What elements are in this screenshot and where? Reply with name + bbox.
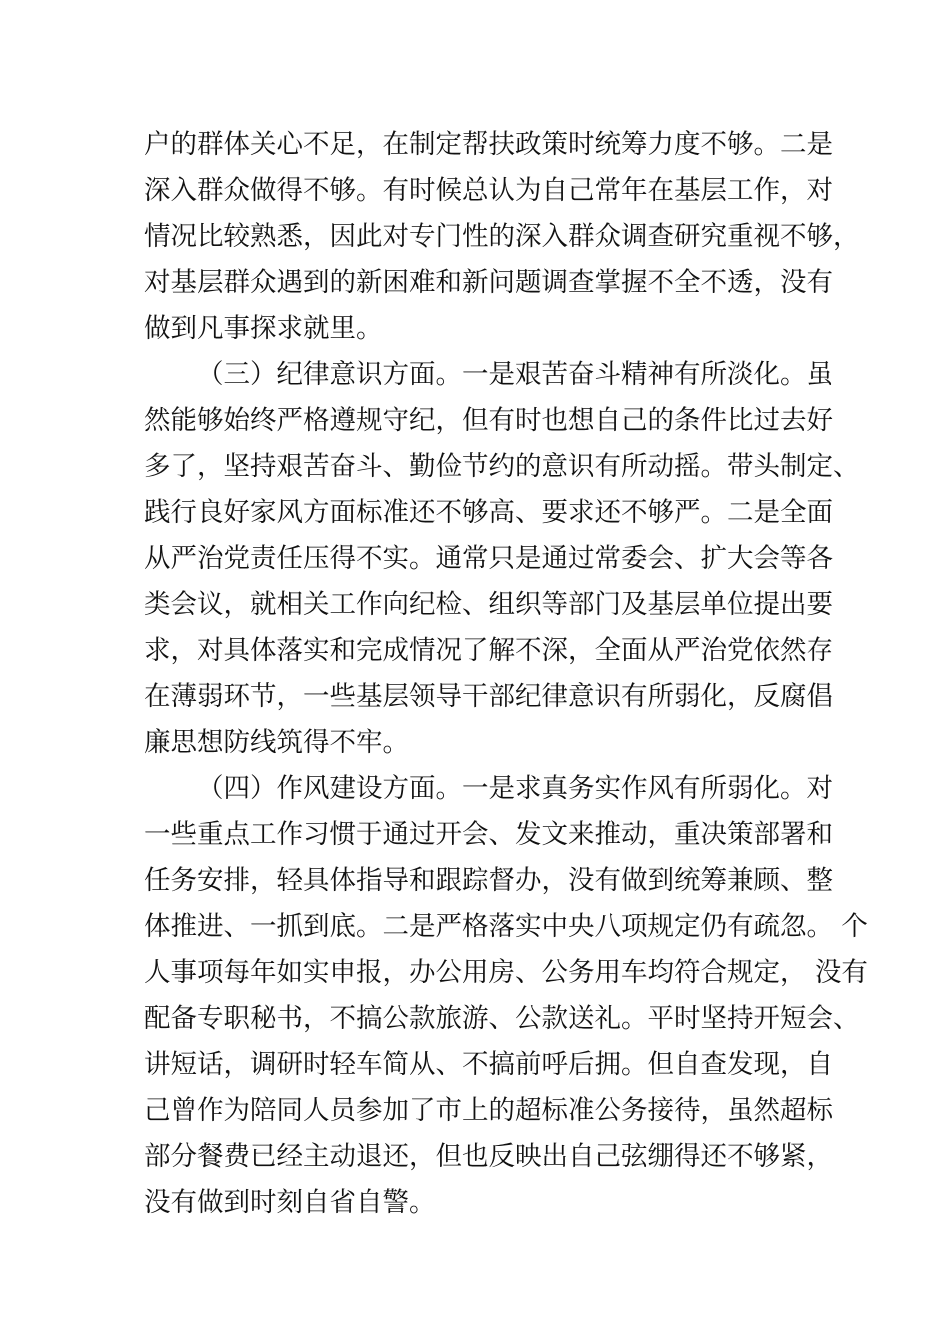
text-line: 己曾作为陪同人员参加了市上的超标准公务接待，虽然超标 [144,1095,833,1126]
text-line: 讲短话，调研时轻车简从、不搞前呼后拥。但自查发现，自 [144,1049,833,1080]
text-line: 廉思想防线筑得不牢。 [144,727,409,758]
text-line: 户的群体关心不足，在制定帮扶政策时统筹力度不够。二是 [144,129,833,160]
text-line: 部分餐费已经主动退还，但也反映出自己弦绷得还不够紧， [144,1141,833,1172]
text-line: 配备专职秘书，不搞公款旅游、公款送礼。平时坚持开短会、 [144,1003,860,1034]
text-line: 践行良好家风方面标准还不够高、要求还不够严。二是全面 [144,497,833,528]
text-line: 任务安排，轻具体指导和跟踪督办，没有做到统筹兼顾、整 [144,865,833,896]
text-line: 没有做到时刻自省自警。 [144,1187,436,1218]
text-line: 对基层群众遇到的新困难和新问题调查掌握不全不透，没有 [144,267,833,298]
text-line: 然能够始终严格遵规守纪，但有时也想自己的条件比过去好 [144,405,833,436]
section-heading-line: （三）纪律意识方面。一是艰苦奋斗精神有所淡化。虽 [197,359,833,390]
text-line: 求，对具体落实和完成情况了解不深，全面从严治党依然存 [144,635,833,666]
text-line: 情况比较熟悉，因此对专门性的深入群众调查研究重视不够， [144,221,860,252]
text-line: 多了，坚持艰苦奋斗、勤俭节约的意识有所动摇。带头制定、 [144,451,860,482]
document-body [144,122,868,1226]
text-line: 类会议，就相关工作向纪检、组织等部门及基层单位提出要 [144,589,833,620]
text-line: 深入群众做得不够。有时候总认为自己常年在基层工作，对 [144,175,833,206]
text-line: 一些重点工作习惯于通过开会、发文来推动，重决策部署和 [144,819,833,850]
text-line: 从严治党责任压得不实。通常只是通过常委会、扩大会等各 [144,543,833,574]
text-line: 体推进、一抓到底。二是严格落实中央八项规定仍有疏忽。 个 [144,911,868,942]
text-line: 在薄弱环节，一些基层领导干部纪律意识有所弱化，反腐倡 [144,681,833,712]
text-line: 做到凡事探求就里。 [144,313,383,344]
section-heading-line: （四）作风建设方面。一是求真务实作风有所弱化。对 [197,773,833,804]
text-line: 人事项每年如实申报，办公用房、公务用车均符合规定， 没有 [144,957,868,988]
